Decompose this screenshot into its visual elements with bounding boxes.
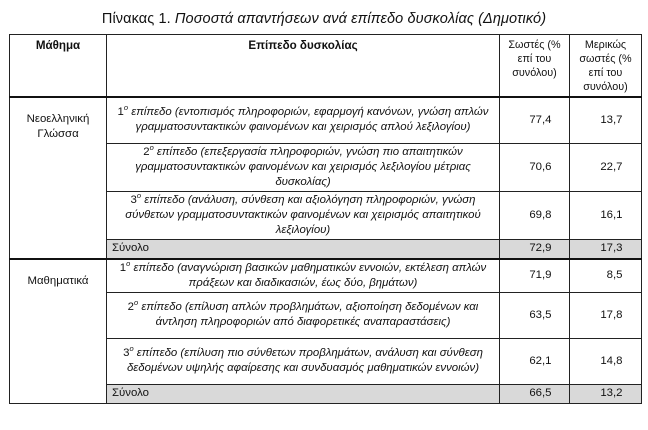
correct-value: 71,9 bbox=[529, 269, 552, 281]
total-correct-value: 66,5 bbox=[529, 387, 552, 399]
header-correct: Σωστές (% επί του συνόλου) bbox=[500, 35, 570, 98]
level-cell bbox=[107, 143, 500, 191]
partial-value-cell bbox=[570, 259, 642, 293]
total-partial-value: 13,2 bbox=[600, 387, 623, 399]
correct-value: 77,4 bbox=[529, 113, 552, 126]
correct-value: 70,6 bbox=[529, 160, 552, 173]
level-number: 2 bbox=[127, 301, 134, 313]
correct-value-cell bbox=[500, 259, 570, 293]
correct-value-cell bbox=[500, 292, 570, 338]
level-ordinal: ο bbox=[126, 258, 131, 268]
partial-value: 16,1 bbox=[600, 208, 623, 221]
correct-value-cell bbox=[500, 97, 570, 143]
header-row bbox=[10, 35, 642, 98]
partial-value: 13,7 bbox=[600, 113, 623, 126]
total-partial-value: 17,3 bbox=[600, 242, 623, 254]
level-number: 1 bbox=[119, 261, 127, 274]
level-description: επίπεδο (εντοπισμός πληροφοριών, εφαρμογή κανόνων, γνώση απλών γραμματοσυντακτικών φαινομένων και χειρισμός απλού λεξιλογίου) bbox=[131, 106, 489, 134]
level-number: 1 bbox=[117, 106, 124, 119]
partial-value-cell bbox=[570, 191, 642, 239]
subject-cell: Νεοελληνική Γλώσσα bbox=[10, 97, 107, 259]
header-partial: Μερικώς σωστές (% επί του συνόλου) bbox=[570, 35, 642, 98]
level-description: επίπεδο (επίλυση απλών προβλημάτων, αξιοποίηση δεδομένων και άντληση πληροφοριών από διαφορετικές αναπαραστάσεις) bbox=[141, 301, 479, 328]
total-partial-cell bbox=[570, 239, 642, 259]
level-ordinal: ο bbox=[129, 344, 134, 354]
total-partial-cell bbox=[570, 384, 642, 403]
level-cell bbox=[107, 97, 500, 143]
partial-value: 8,5 bbox=[606, 269, 623, 281]
level-number: 2 bbox=[143, 145, 150, 158]
level-cell bbox=[107, 338, 500, 384]
total-label: Σύνολο bbox=[107, 384, 500, 403]
partial-value: 17,8 bbox=[600, 308, 623, 321]
partial-value-cell bbox=[570, 97, 642, 143]
partial-value-cell bbox=[570, 338, 642, 384]
level-description: επίπεδο (επίλυση πιο σύνθετων προβλημάτων, ανάλυση και σύνθεση δεδομένων υψηλής αφαίρεσης και συνδυασμός μαθηματικών εννοιών) bbox=[126, 347, 483, 374]
caption-title: Ποσοστά απαντήσεων ανά επίπεδο δυσκολίας (Δημοτικό) bbox=[174, 11, 547, 27]
caption-prefix: Πίνακας 1. bbox=[101, 11, 171, 27]
total-correct-value: 72,9 bbox=[529, 242, 552, 254]
level-description: επίπεδο (επεξεργασία πληροφοριών, γνώση πιο απαιτητικών γραμματοσυντακτικών φαινομένων και χειρισμός λεξιλογίου μέτριας δυσκολίας) bbox=[135, 145, 471, 188]
partial-value: 22,7 bbox=[600, 160, 623, 173]
level-cell bbox=[107, 259, 500, 293]
level-ordinal: ο bbox=[123, 103, 129, 113]
correct-value: 69,8 bbox=[529, 208, 552, 221]
difficulty-table bbox=[9, 34, 642, 404]
correct-value: 63,5 bbox=[529, 308, 552, 321]
table-caption bbox=[0, 11, 648, 27]
subject-cell: Μαθηματικά bbox=[10, 259, 107, 404]
level-number: 3 bbox=[130, 193, 137, 206]
level-description: επίπεδο (αναγνώριση βασικών μαθηματικών εννοιών, εκτέλεση απλών πράξεων και διαδικασιών, έως δύο, βημάτων) bbox=[133, 261, 487, 289]
level-cell bbox=[107, 191, 500, 239]
partial-value: 14,8 bbox=[600, 354, 623, 367]
correct-value-cell bbox=[500, 338, 570, 384]
level-ordinal: ο bbox=[134, 298, 139, 308]
table-row bbox=[10, 259, 642, 293]
header-level: Επίπεδο δυσκολίας bbox=[107, 35, 500, 98]
correct-value: 62,1 bbox=[529, 354, 552, 367]
header-subject: Μάθημα bbox=[10, 35, 107, 98]
table-row bbox=[10, 97, 642, 143]
level-ordinal: ο bbox=[149, 142, 154, 152]
level-number: 3 bbox=[123, 347, 130, 359]
correct-value-cell bbox=[500, 143, 570, 191]
level-description: επίπεδο (ανάλυση, σύνθεση και αξιολόγηση πληροφοριών, γνώση σύνθετων γραμματοσυντακτικών φαινομένων και χειρισμός απαιτητικού λεξιλογίου) bbox=[125, 193, 481, 236]
level-ordinal: ο bbox=[136, 190, 142, 200]
total-correct-cell bbox=[500, 384, 570, 403]
partial-value-cell bbox=[570, 143, 642, 191]
correct-value-cell bbox=[500, 191, 570, 239]
total-label: Σύνολο bbox=[107, 239, 500, 259]
table-body bbox=[10, 97, 642, 403]
partial-value-cell bbox=[570, 292, 642, 338]
level-cell bbox=[107, 292, 500, 338]
total-correct-cell bbox=[500, 239, 570, 259]
